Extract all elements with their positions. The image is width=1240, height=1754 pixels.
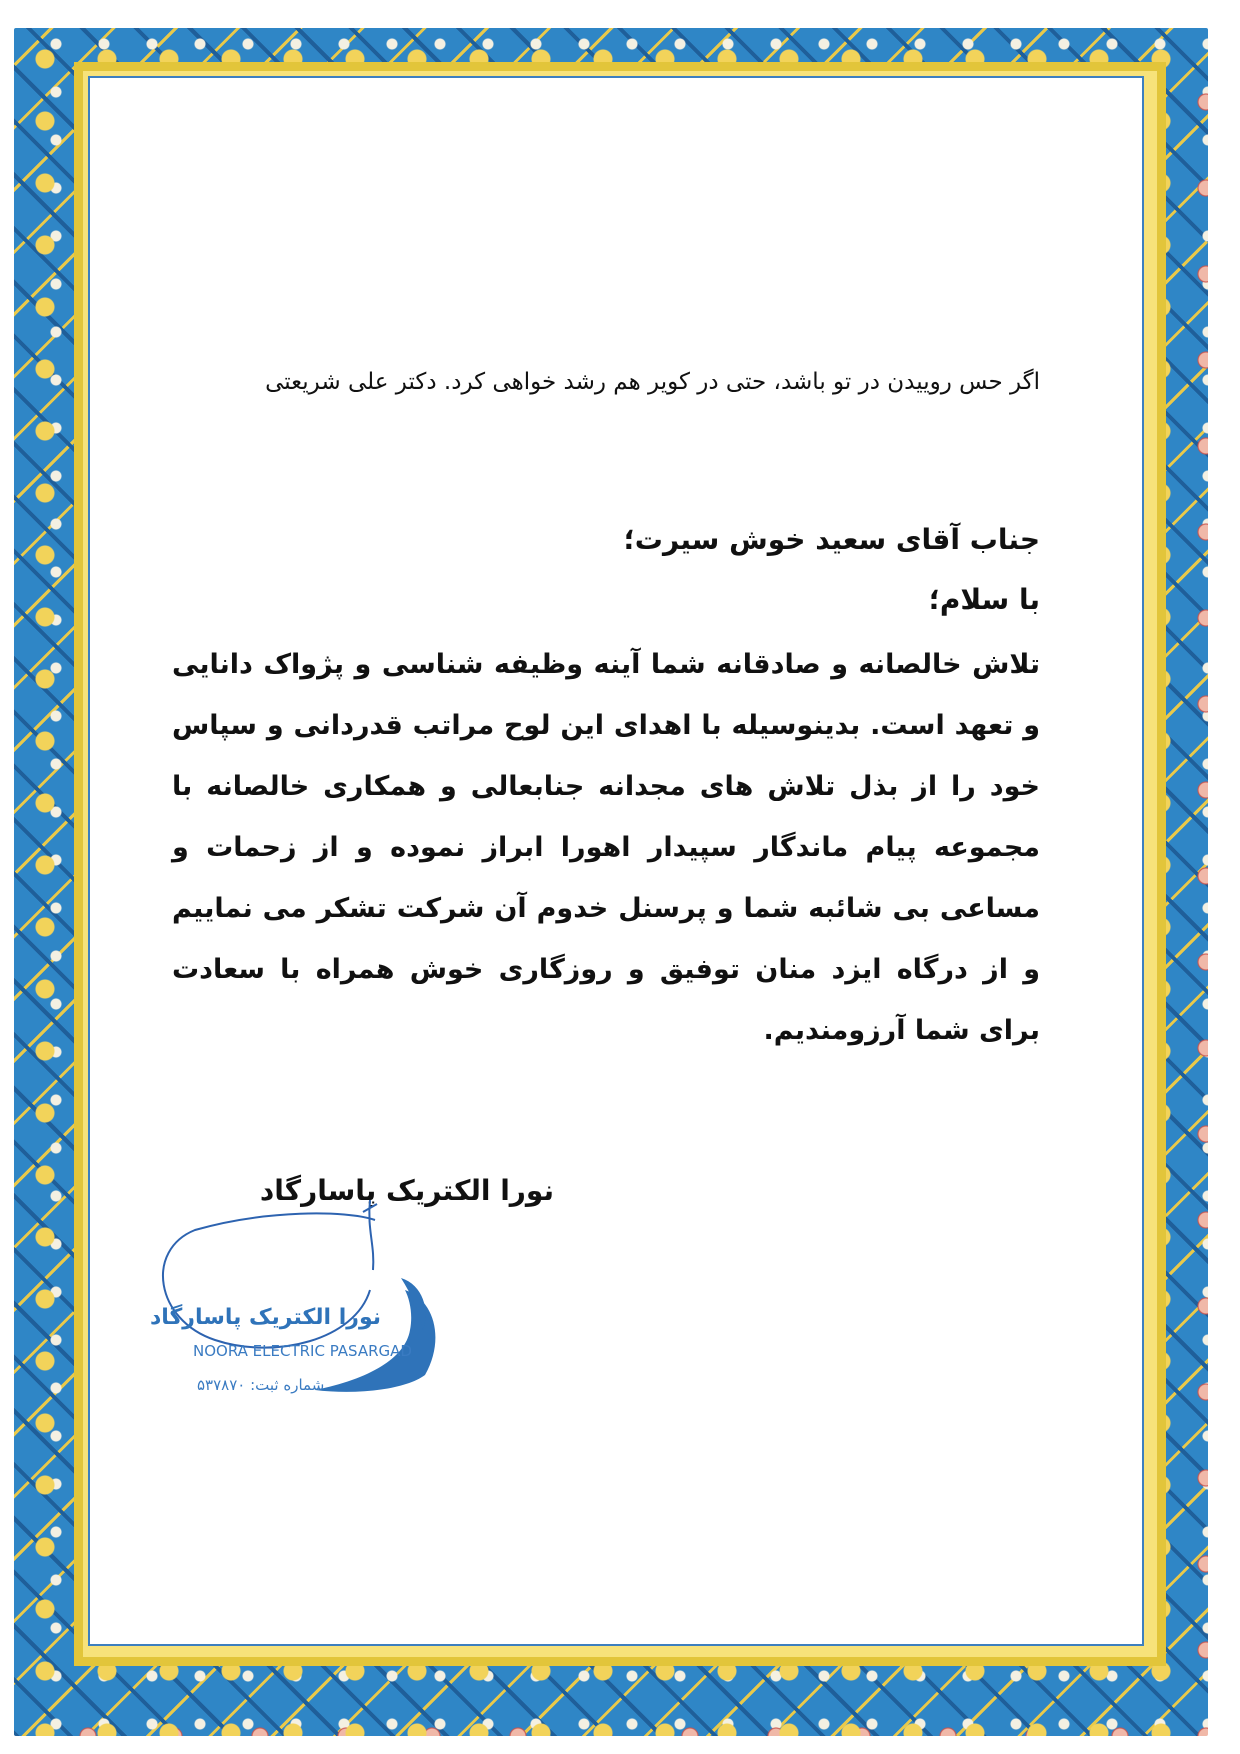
- stamp-company-en: NOORA ELECTRIC PASARGAD: [193, 1342, 412, 1360]
- greeting: با سلام؛: [928, 583, 1040, 616]
- salutation: [180, 510, 1040, 630]
- stamp-company-fa: نورا الکتریک پاسارگاد: [149, 1305, 381, 1330]
- company-stamp: [105, 1190, 465, 1420]
- letter-body: تلاش خالصانه و صادقانه شما آینه وظیفه شناسی و پژواک دانایی و تعهد است. بدینوسیله با اهدای این لوح مراتب قدردانی و سپاس خود را از بذل تلاش های مجدانه جنابعالی و همکاری خالصانه با مجموعه پیام ماندگار سپیدار اهورا ابراز نموده و از زحمات و مساعی بی شائبه شما و پرسنل خدوم آن شرکت تشکر می نماییم و از درگاه ایزد منان توفیق و روزگاری خوش همراه با سعادت برای شما آرزومندیم.: [172, 649, 1040, 1046]
- opening-quote: اگر حس روییدن در تو باشد، حتی در کویر هم رشد خواهی کرد. دکتر علی شریعتی: [265, 369, 1040, 395]
- stamp-registration: شماره ثبت: ۵۳۷۸۷۰: [197, 1376, 325, 1394]
- signatory-name: نورا الکتریک پاسارگاد: [259, 1174, 554, 1207]
- recipient-name: جناب آقای سعید خوش سیرت؛: [623, 523, 1040, 556]
